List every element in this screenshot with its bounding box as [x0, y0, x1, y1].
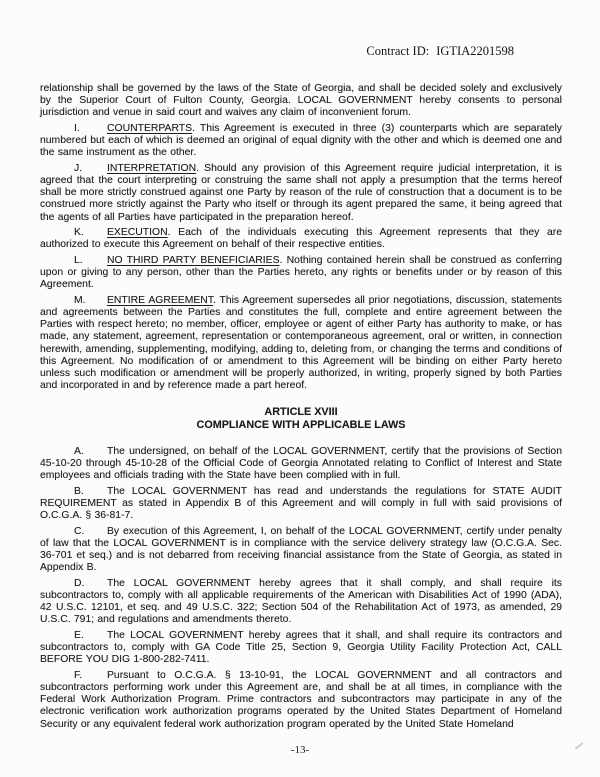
- section-letter: A.: [74, 445, 84, 457]
- section-body: This Agreement is executed in three (3) counterparts which are separately numbered but each of which is deemed an original of equal dignity with the other and which is deemed one and the same instrument as the other.: [40, 122, 562, 159]
- section-body: Nothing contained herein shall be construed as conferring upon or giving to any person, other than the Parties hereto, any rights or benefits under or by reason of this Agreement.: [40, 255, 562, 291]
- section-letter: B.: [74, 485, 84, 497]
- page-number: -13-: [290, 744, 310, 756]
- article-heading: [40, 406, 562, 432]
- section-heading: NO THIRD PARTY BENEFICIARIES: [107, 255, 280, 267]
- section-body: The LOCAL GOVERNMENT hereby agrees that it shall comply, and shall require its subcontractors to, comply with all applicable requirements of the American with Disabilities Act of 1990 (ADA), 42 U.S.C. 12101, et seq. and 49 U.S.C. 322; Section 504 of the Rehabilitation Act of 1973, as amended, 29 U.S.C. 791; and regulations and amendments thereto.: [40, 577, 562, 626]
- contract-id-value: IGTIA2201598: [436, 44, 514, 58]
- contract-id-line: [40, 44, 562, 59]
- section-body: By execution of this Agreement, I, on behalf of the LOCAL GOVERNMENT, certify under penalty of law that the LOCAL GOVERNMENT is in compliance with the service delivery strategy law (O.C.G.A. Sec. 36-701 et seq.) and is not debarred from receiving financial assistance from the State of Georgia, as stated in Appendix B.: [40, 525, 562, 574]
- section-separator: .: [279, 255, 287, 267]
- section-body: The undersigned, on behalf of the LOCAL GOVERNMENT, certify that the provisions of Section 45-10-20 through 45-10-28 of the Official Code of Georgia Annotated relating to Conflict of Interest and State employees and officials trading with the State have been complied with in full.: [40, 445, 562, 482]
- compliance-paragraph-c: [40, 526, 562, 575]
- section-letter: D.: [74, 577, 85, 589]
- section-letter: I.: [74, 122, 80, 134]
- intro-paragraph: relationship shall be governed by the laws of the State of Georgia, and shall be decided solely and exclusively by the Superior Court of Fulton County, Georgia. LOCAL GOVERNMENT hereby consents to personal jurisdiction and venue in said court and waives any claim of inconvenient forum.: [40, 83, 562, 119]
- section-letter: F.: [74, 670, 83, 681]
- section-paragraph-no-third-party: [40, 255, 562, 291]
- section-separator: .: [212, 295, 220, 306]
- section-separator: .: [192, 122, 200, 134]
- section-body: This Agreement supersedes all prior negotiations, discussion, statements and agreements between the Parties and constitutes the full, complete and entire agreement between the Parties with respect hereto; no member, officer, employee or agent of either Party has authority to make, or has made, any statement, agreement, representation or contemporaneous agreement, oral or written, in connection herewith, amending, supplementing, modifying, adding to, deleting from, or changing the terms and conditions of this Agreement. No modification of or amendment to this Agreement will be binding on either Party hereto unless such modification or amendment will be properly authorized, in writing, properly signed by both Parties and incorporated in and by reference made a part hereof.: [40, 295, 562, 392]
- section-paragraph-entire-agreement: [40, 295, 562, 392]
- section-letter: L.: [74, 255, 83, 267]
- compliance-paragraph-e: [40, 630, 562, 666]
- article-number: ARTICLE XVIII: [264, 406, 338, 419]
- section-letter: K.: [74, 227, 84, 239]
- section-separator: .: [167, 227, 179, 239]
- section-body: Each of the individuals executing this Agreement represents that they are authorized to execute this Agreement on behalf of their respective entities.: [40, 227, 562, 251]
- section-paragraph-counterparts: [40, 123, 562, 159]
- section-body: Pursuant to O.C.G.A. § 13-10-91, the LOCAL GOVERNMENT and all contractors and subcontractors performing work under this Agreement are, and shall be at all times, in compliance with the Federal Work Authorization Program. Prime contractors and subcontractors may participate in any of the electronic verification work authorization programs operated by the United States Department of Homeland Security or any equivalent federal work authorization program operated by the United State Homeland: [40, 670, 562, 730]
- section-body: The LOCAL GOVERNMENT hereby agrees that it shall, and shall require its contractors and subcontractors to, comply with GA Code Title 25, Section 9, Georgia Utility Facility Protection Act, CALL BEFORE YOU DIG 1-800-282-7411.: [40, 630, 562, 666]
- section-heading: COUNTERPARTS: [107, 122, 193, 134]
- section-body: Should any provision of this Agreement require judicial interpretation, it is agreed that the court interpreting or construing the same shall not apply a presumption that the terms hereof shall be more strictly construed against one Party by reason of the rule of construction that a document is to be construed more strictly against the Party who itself or through its agent prepared the same, it being agreed that the agents of all Parties have participated in the preparation hereof.: [40, 162, 562, 223]
- page-content: [40, 44, 562, 734]
- compliance-paragraph-a: [40, 446, 562, 482]
- section-letter: C.: [74, 525, 85, 537]
- section-letter: J.: [74, 162, 83, 174]
- section-letter: E.: [74, 630, 84, 642]
- section-body: The LOCAL GOVERNMENT has read and understands the regulations for STATE AUDIT REQUIREMENT as stated in Appendix B of this Agreement and will comply in full with said provisions of O.C.G.A. § 36-81-7.: [40, 485, 562, 522]
- section-letter: M.: [74, 295, 86, 306]
- section-paragraph-interpretation: [40, 163, 562, 224]
- article-title: COMPLIANCE WITH APPLICABLE LAWS: [196, 419, 406, 432]
- compliance-paragraph-b: [40, 486, 562, 522]
- section-heading: INTERPRETATION: [107, 162, 197, 174]
- section-heading: EXECUTION: [107, 227, 168, 239]
- section-heading: ENTIRE AGREEMENT: [107, 295, 213, 306]
- section-separator: .: [196, 162, 205, 174]
- compliance-paragraph-f: [40, 670, 562, 731]
- section-paragraph-execution: [40, 227, 562, 251]
- contract-id-label: Contract ID:: [366, 44, 430, 58]
- compliance-paragraph-d: [40, 578, 562, 627]
